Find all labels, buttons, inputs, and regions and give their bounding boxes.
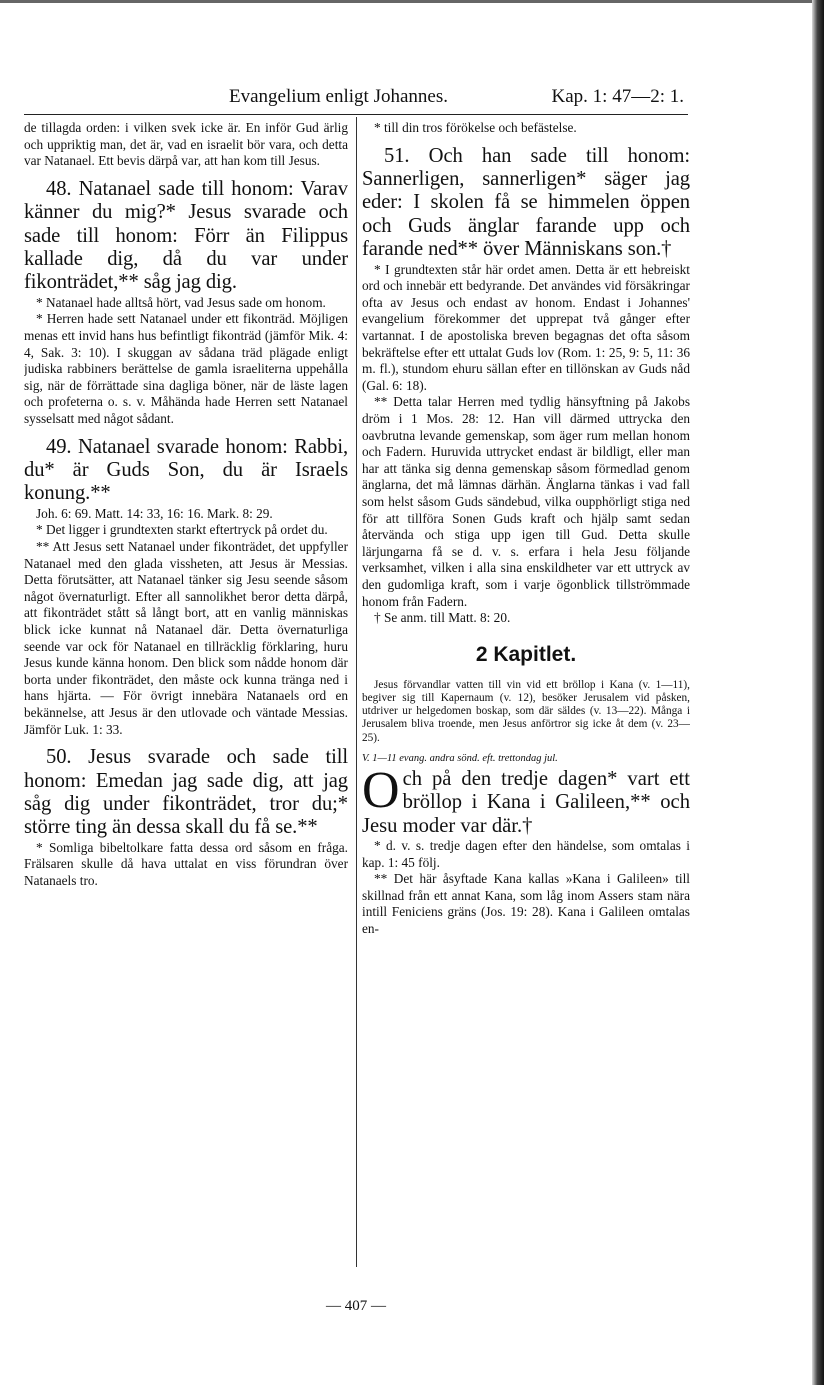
page-number: — 407 — bbox=[326, 1298, 386, 1314]
verse-number: 49. bbox=[46, 435, 72, 458]
verse-1 bbox=[362, 761, 690, 838]
verse-49 bbox=[24, 436, 348, 506]
chapter-heading: 2 Kapitlet. bbox=[475, 642, 577, 666]
verse-text: Jesus svarade och sade till honom: Emedan jag sade dig, att jag såg dig under fikonträdet, tror du;* större ting än dessa skall du få se.** bbox=[24, 746, 348, 839]
footnote: * Natanael hade alltså hört, vad Jesus sade om honom. bbox=[36, 294, 326, 310]
footnote: * d. v. s. tredje dagen efter den händelse, som omtalas i kap. 1: 45 följ. bbox=[362, 837, 690, 870]
footnote: ** Detta talar Herren med tydlig hänsyftning på Jakobs dröm i 1 Mos. 28: 12. Han vill därmed uttrycka den oavbrutna levande gemenskap, som äger rum mellan honom och Fadern. Huruvida uttrycket endast är bildligt, eller man har att tänka sig denna gemenskap såsom förmedlad genom änglarna, det må lämnas därhän. Änglarna tänkas i vad fall som helst såsom Guds sändebud, vilka oupphörligt stiga ned för att tillföra Sonen Guds kraft och hjälp samt sedan återvända och stiga upp igen till Gud. Detta skulle lärjungarna få se d. v. s. erfara i hela Jesu följande verksamhet, vilken i alla sina enskildheter var ett uttryck av den gudomliga kraft, som i varje ögonblick tillströmmade honom från Fadern. bbox=[362, 394, 690, 609]
verse-51 bbox=[362, 145, 690, 262]
footnote: * I grundtexten står här ordet amen. Detta är ett hebreiskt ord och innebär ett bedyrande. Det användes vid försäkringar ofta av Jesus och endast av honom. Endast i Johannes' evangelium förekommer det upprepat två gånger efter vartannat. I de apostoliska breven begagnas det ofta såsom bekräftelse efter ett uttalat Guds lov (Rom. 1: 25, 9: 5, 11: 36 m. fl.), stundom ehuru sällan efter en tillönskan av Guds nåd (Gal. 6: 18). bbox=[362, 261, 690, 393]
footnote: ** Att Jesus sett Natanael under fikonträdet, det uppfyller Natanael med den glada vissheten, att Jesus är Messias. Detta förutsätter, att Natanael tänker sig Jesu seende såsom något övernaturligt. Efter all sannolikhet beror detta därpå, att fikonträdet stått så långt bort, att en vanlig människas blick icke kunnat nå Natanael där. Detta övernaturliga seende var ock för Natanael en tillräcklig förklaring, huru Jesus kunde känna honom. Den blick som nådde honom där borta under fikonträdet, den måste ock kunna tränga ned i hans hjärta. — För övrigt innebära Natanaels ord en bekännelse, att Jesus är den utlovade och väntade Messias. Jämför Luk. 1: 33. bbox=[24, 538, 348, 737]
footnote: ** Det här åsyftade Kana kallas »Kana i Galileen» till skillnad från ett annat Kana, som låg inom Assers stam nära intill Feniciens gräns (Jos. 19: 28). Kana i Galileen omtalas en- bbox=[362, 871, 690, 936]
verse-number: 51. bbox=[384, 144, 410, 167]
chapter-reference: Kap. 1: 47—2: 1. bbox=[551, 86, 684, 107]
running-header bbox=[24, 84, 688, 112]
left-column bbox=[24, 120, 348, 1300]
footnote: * Det ligger i grundtexten starkt eftertryck på ordet du. bbox=[36, 522, 328, 538]
footnote: * Somliga bibeltolkare fatta dessa ord såsom en fråga. Frälsaren skulle då hava uttalat en viss förundran över Natanaels tro. bbox=[24, 839, 348, 888]
right-column bbox=[362, 120, 690, 1300]
column-divider bbox=[356, 117, 357, 1267]
footnote: * Herren hade sett Natanael under ett fikonträd. Möjligen menas ett invid hans hus befintligt fikonträd (jämför Mik. 4: 4, Sak. 3: 10). I skuggan av sådana träd plägade enligt judiska rabbiners berättelse de gamla israeliterna uppehålla sig, när de förrättade sina dagliga böner, när de läste lagen och profeterna o. s. v. Måhända hade Herren sett Natanael sysselsatt med något sådant. bbox=[24, 311, 348, 426]
verse-text: Natanael svarade honom: Rabbi, du* är Guds Son, du är Israels konung.** bbox=[24, 435, 348, 505]
verse-number: 50. bbox=[46, 746, 72, 769]
page-binding-edge bbox=[812, 0, 824, 1385]
running-title: Evangelium enligt Johannes. bbox=[229, 86, 448, 107]
drop-cap: O bbox=[362, 761, 400, 819]
page-top-edge bbox=[0, 0, 824, 3]
verse-number: 48. bbox=[46, 177, 72, 200]
footnote: † Se anm. till Matt. 8: 20. bbox=[374, 610, 511, 626]
verse-text: Natanael sade till honom: Varav känner du mig?* Jesus svarade och sade till honom: Förr än Filippus kallade dig, då du var under fikonträdet,** såg jag dig. bbox=[24, 177, 348, 294]
intro-note: de tillagda orden: i vilken svek icke är. En inför Gud ärlig och uppriktig man, det är, vad en israelit bör vara, och detta var Natanael. Ett bevis därpå var, att han kom till Jesus. bbox=[24, 120, 348, 169]
verse-48 bbox=[24, 178, 348, 295]
cross-reference: Joh. 6: 69. Matt. 14: 33, 16: 16. Mark. 8: 29. bbox=[36, 505, 273, 521]
pericope-note: V. 1—11 evang. andra sönd. eft. trettondag jul. bbox=[362, 752, 558, 764]
header-rule bbox=[24, 114, 688, 115]
verse-text: Och han sade till honom: Sannerligen, sannerligen* säger jag eder: I skolen få se himmelen öppen och Guds änglar farande upp och farande ned** över Människans son.† bbox=[362, 144, 690, 261]
chapter-summary: Jesus förvandlar vatten till vin vid ett bröllop i Kana (v. 1—11), begiver sig till Kapernaum (v. 12), besöker Jerusalem vid påsken, utdriver ur helgedomen boskap, som där säldes (v. 13—22). Många i Jerusalem bliva troende, men Jesus anförtror sig icke åt dem (v. 23—25). bbox=[362, 678, 690, 744]
verse-50 bbox=[24, 746, 348, 840]
verse-text: ch på den tredje dagen* vart ett bröllop i Kana i Galileen,** och Jesu moder var där.† bbox=[362, 767, 690, 837]
footnote: * till din tros förökelse och befästelse. bbox=[374, 120, 577, 135]
